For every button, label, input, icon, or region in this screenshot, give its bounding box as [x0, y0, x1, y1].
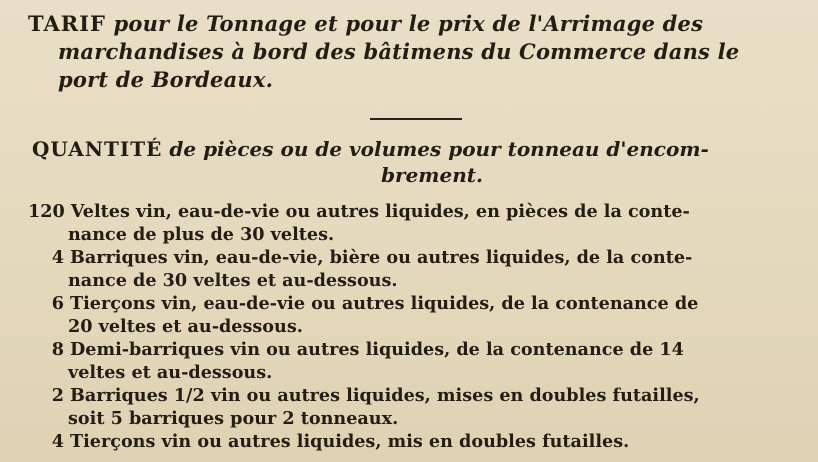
tariff-title: [28, 10, 800, 94]
tariff-entries: [28, 200, 798, 453]
quantity-keyword: QUANTITÉ: [32, 137, 163, 161]
entry-text-continued: nance de plus de 30 veltes.: [68, 224, 335, 245]
title-keyword: TARIF: [28, 11, 106, 36]
section-divider: [370, 118, 462, 120]
tariff-entry: [28, 246, 798, 292]
quantity-heading-line-1-text: de pièces ou de volumes pour tonneau d'encom-: [169, 137, 709, 161]
entry-quantity: 2: [51, 385, 64, 406]
entry-quantity: 120: [28, 201, 65, 222]
entry-text: Veltes vin, eau-de-vie ou autres liquides, en pièces de la conte-: [70, 201, 690, 222]
quantity-heading: [32, 136, 792, 188]
entry-text-continued: 20 veltes et au-dessous.: [68, 316, 303, 337]
entry-text: Demi-barriques vin ou autres liquides, de la contenance de 14: [70, 339, 684, 360]
entry-text-continued: soit 5 barriques pour 2 tonneaux.: [68, 408, 399, 429]
tariff-entry: [28, 292, 798, 338]
entry-quantity: 4: [51, 431, 64, 452]
title-line-2: marchandises à bord des bâtimens du Commerce dans le: [58, 39, 740, 64]
title-line-3: port de Bordeaux.: [58, 67, 274, 92]
title-line-1-text: pour le Tonnage et pour le prix de l'Arrimage des: [113, 11, 704, 36]
tariff-entry: [28, 430, 798, 453]
entry-text: Barriques 1/2 vin ou autres liquides, mises en doubles futailles,: [70, 385, 700, 406]
entry-text-continued: nance de 30 veltes et au-dessous.: [68, 270, 398, 291]
entry-quantity: 6: [51, 293, 64, 314]
entry-text: Tierçons vin, eau-de-vie ou autres liquides, de la contenance de: [70, 293, 699, 314]
entry-text-continued: veltes et au-dessous.: [68, 362, 273, 383]
entry-quantity: 4: [51, 247, 64, 268]
tariff-entry: [28, 200, 798, 246]
tariff-entry: [28, 384, 798, 430]
tariff-entry: [28, 338, 798, 384]
entry-quantity: 8: [51, 339, 64, 360]
quantity-heading-line-1: [32, 136, 792, 162]
quantity-heading-line-2: brement.: [381, 163, 483, 187]
entry-text: Barriques vin, eau-de-vie, bière ou autres liquides, de la conte-: [70, 247, 693, 268]
title-line-1: [28, 10, 800, 38]
entry-text: Tierçons vin ou autres liquides, mis en doubles futailles.: [70, 431, 630, 452]
